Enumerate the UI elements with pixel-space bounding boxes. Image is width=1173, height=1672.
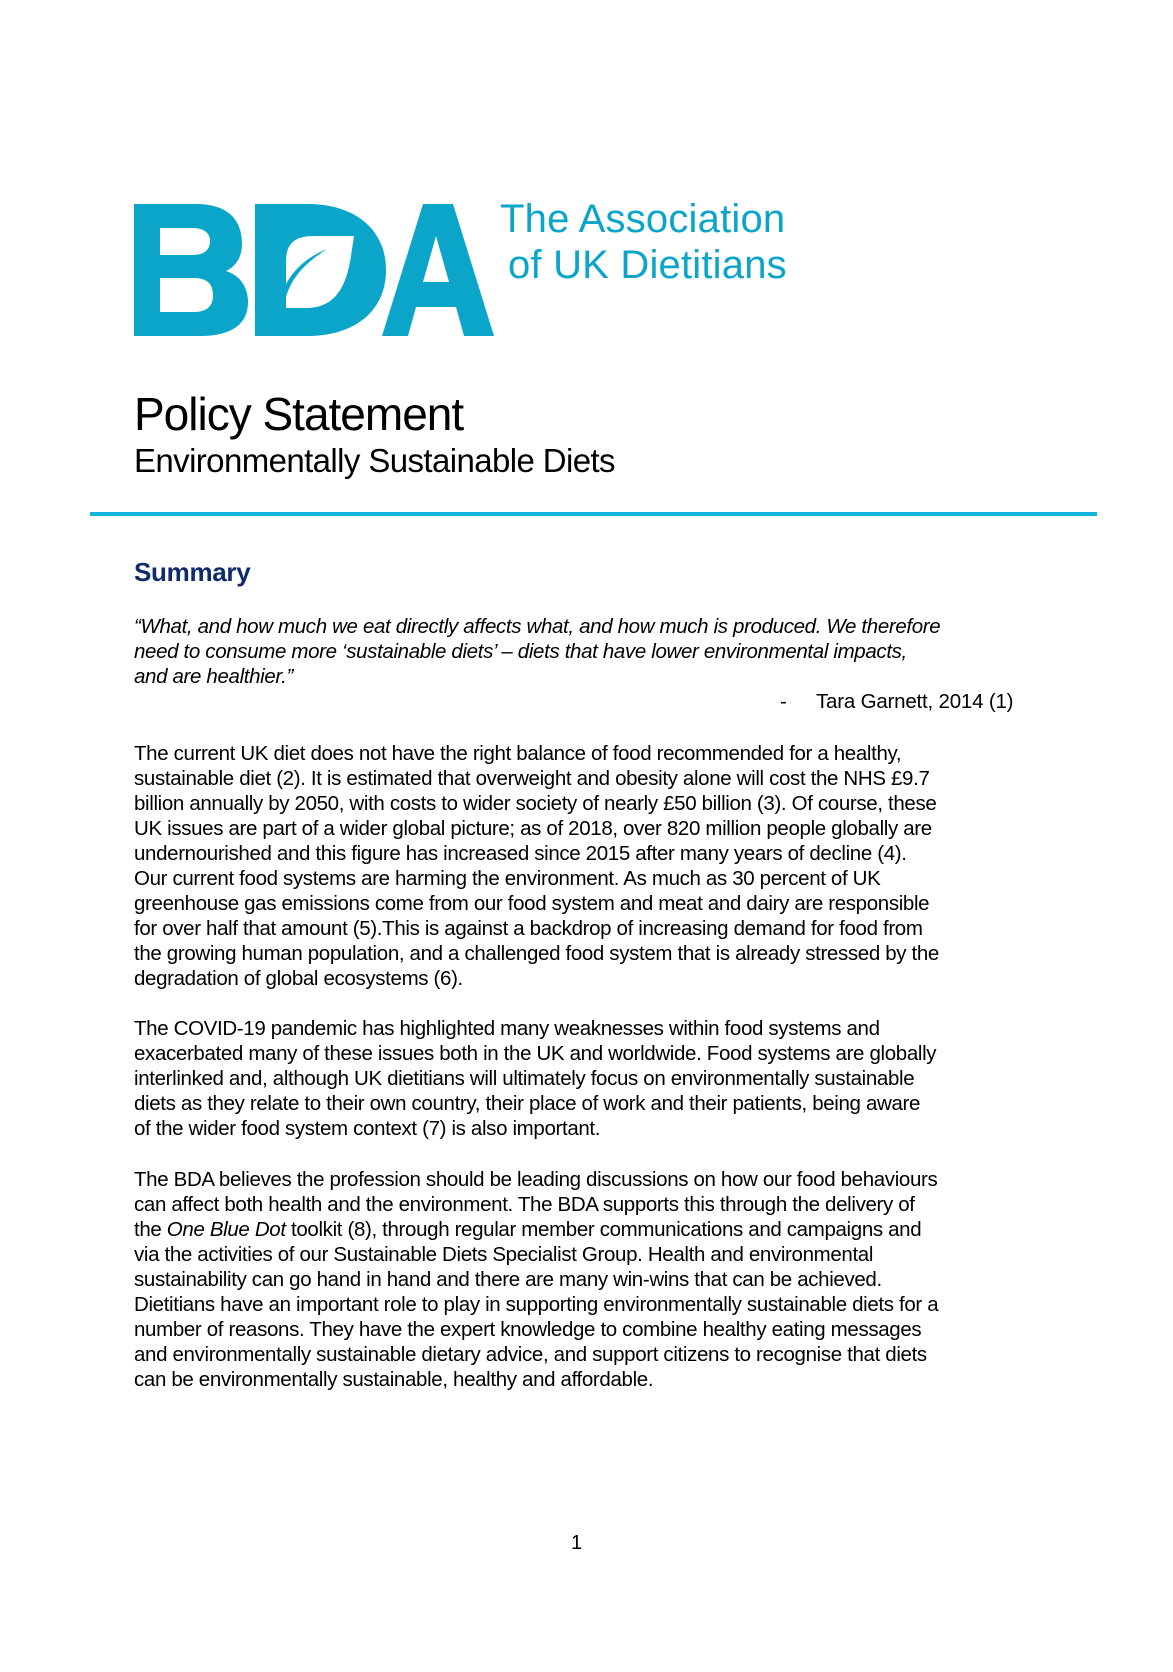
page-title: Policy Statement <box>134 388 464 440</box>
paragraph-line: The current UK diet does not have the right balance of food recommended for a healthy, <box>134 742 902 765</box>
leaf-icon <box>284 249 327 304</box>
paragraph-line: for over half that amount (5).This is against a backdrop of increasing demand for food from <box>134 917 923 940</box>
paragraph-1 <box>134 741 1054 991</box>
text-span: toolkit (8), through regular member communications and campaigns and <box>285 1218 922 1241</box>
paragraph-line: number of reasons. They have the expert knowledge to combine healthy eating messages <box>134 1318 922 1341</box>
paragraph-line: can be environmentally sustainable, healthy and affordable. <box>134 1368 654 1391</box>
summary-heading: Summary <box>134 557 251 587</box>
paragraph-line: the growing human population, and a challenged food system that is already stressed by the <box>134 942 939 965</box>
tagline-line-1: The Association <box>500 197 786 241</box>
page-number: 1 <box>571 1532 583 1554</box>
paragraph-line: exacerbated many of these issues both in the UK and worldwide. Food systems are globally <box>134 1042 937 1065</box>
paragraph-line: of the wider food system context (7) is also important. <box>134 1117 601 1140</box>
quote-line: need to consume more ‘sustainable diets’ – diets that have lower environmental impacts, <box>134 640 907 663</box>
paragraph-3 <box>134 1167 1054 1392</box>
logo-letter-d <box>255 204 386 336</box>
quote-attribution <box>780 689 1013 714</box>
paragraph-line: The BDA believes the profession should be leading discussions on how our food behaviours <box>134 1168 938 1191</box>
paragraph-line: Dietitians have an important role to play in supporting environmentally sustainable diets for a <box>134 1293 939 1316</box>
paragraph-line: sustainability can go hand in hand and there are many win-wins that can be achieved. <box>134 1268 882 1291</box>
paragraph-line: greenhouse gas emissions come from our food system and meat and dairy are responsible <box>134 892 930 915</box>
paragraph-line: undernourished and this figure has increased since 2015 after many years of decline (4). <box>134 842 907 865</box>
paragraph-2 <box>134 1016 1054 1141</box>
quote-block <box>134 614 1034 689</box>
attribution-text: Tara Garnett, 2014 (1) <box>816 690 1014 713</box>
bda-logo-mark <box>134 204 494 336</box>
quote-line: and are healthier.” <box>134 665 293 688</box>
paragraph-line: sustainable diet (2). It is estimated that overweight and obesity alone will cost the NHS £9.7 <box>134 767 930 790</box>
logo-letter-a <box>382 204 494 336</box>
paragraph-line: and environmentally sustainable dietary advice, and support citizens to recognise that diets <box>134 1343 927 1366</box>
bda-logo <box>134 204 494 336</box>
paragraph-line: diets as they relate to their own country, their place of work and their patients, being aware <box>134 1092 921 1115</box>
paragraph-line: via the activities of our Sustainable Diets Specialist Group. Health and environmental <box>134 1243 874 1266</box>
tagline-line-2: of UK Dietitians <box>508 243 787 287</box>
paragraph-line: can affect both health and the environment. The BDA supports this through the delivery of <box>134 1193 915 1216</box>
attribution-dash: - <box>780 690 787 713</box>
text-span: the <box>134 1218 167 1241</box>
paragraph-line: UK issues are part of a wider global picture; as of 2018, over 820 million people globally are <box>134 817 932 840</box>
logo-letter-b <box>134 204 248 336</box>
header-divider <box>90 512 1097 516</box>
page-subtitle: Environmentally Sustainable Diets <box>134 442 615 479</box>
paragraph-line: billion annually by 2050, with costs to wider society of nearly £50 billion (3). Of course, these <box>134 792 937 815</box>
logo-tagline <box>500 196 787 288</box>
paragraph-line: interlinked and, although UK dietitians will ultimately focus on environmentally sustainable <box>134 1067 915 1090</box>
paragraph-line: degradation of global ecosystems (6). <box>134 967 463 990</box>
one-blue-dot-title: One Blue Dot <box>166 1218 286 1241</box>
paragraph-line: Our current food systems are harming the environment. As much as 30 percent of UK <box>134 867 881 890</box>
paragraph-line: The COVID-19 pandemic has highlighted many weaknesses within food systems and <box>134 1017 880 1040</box>
paragraph-line <box>134 1217 1054 1242</box>
quote-line: “What, and how much we eat directly affects what, and how much is produced. We therefore <box>134 615 941 638</box>
